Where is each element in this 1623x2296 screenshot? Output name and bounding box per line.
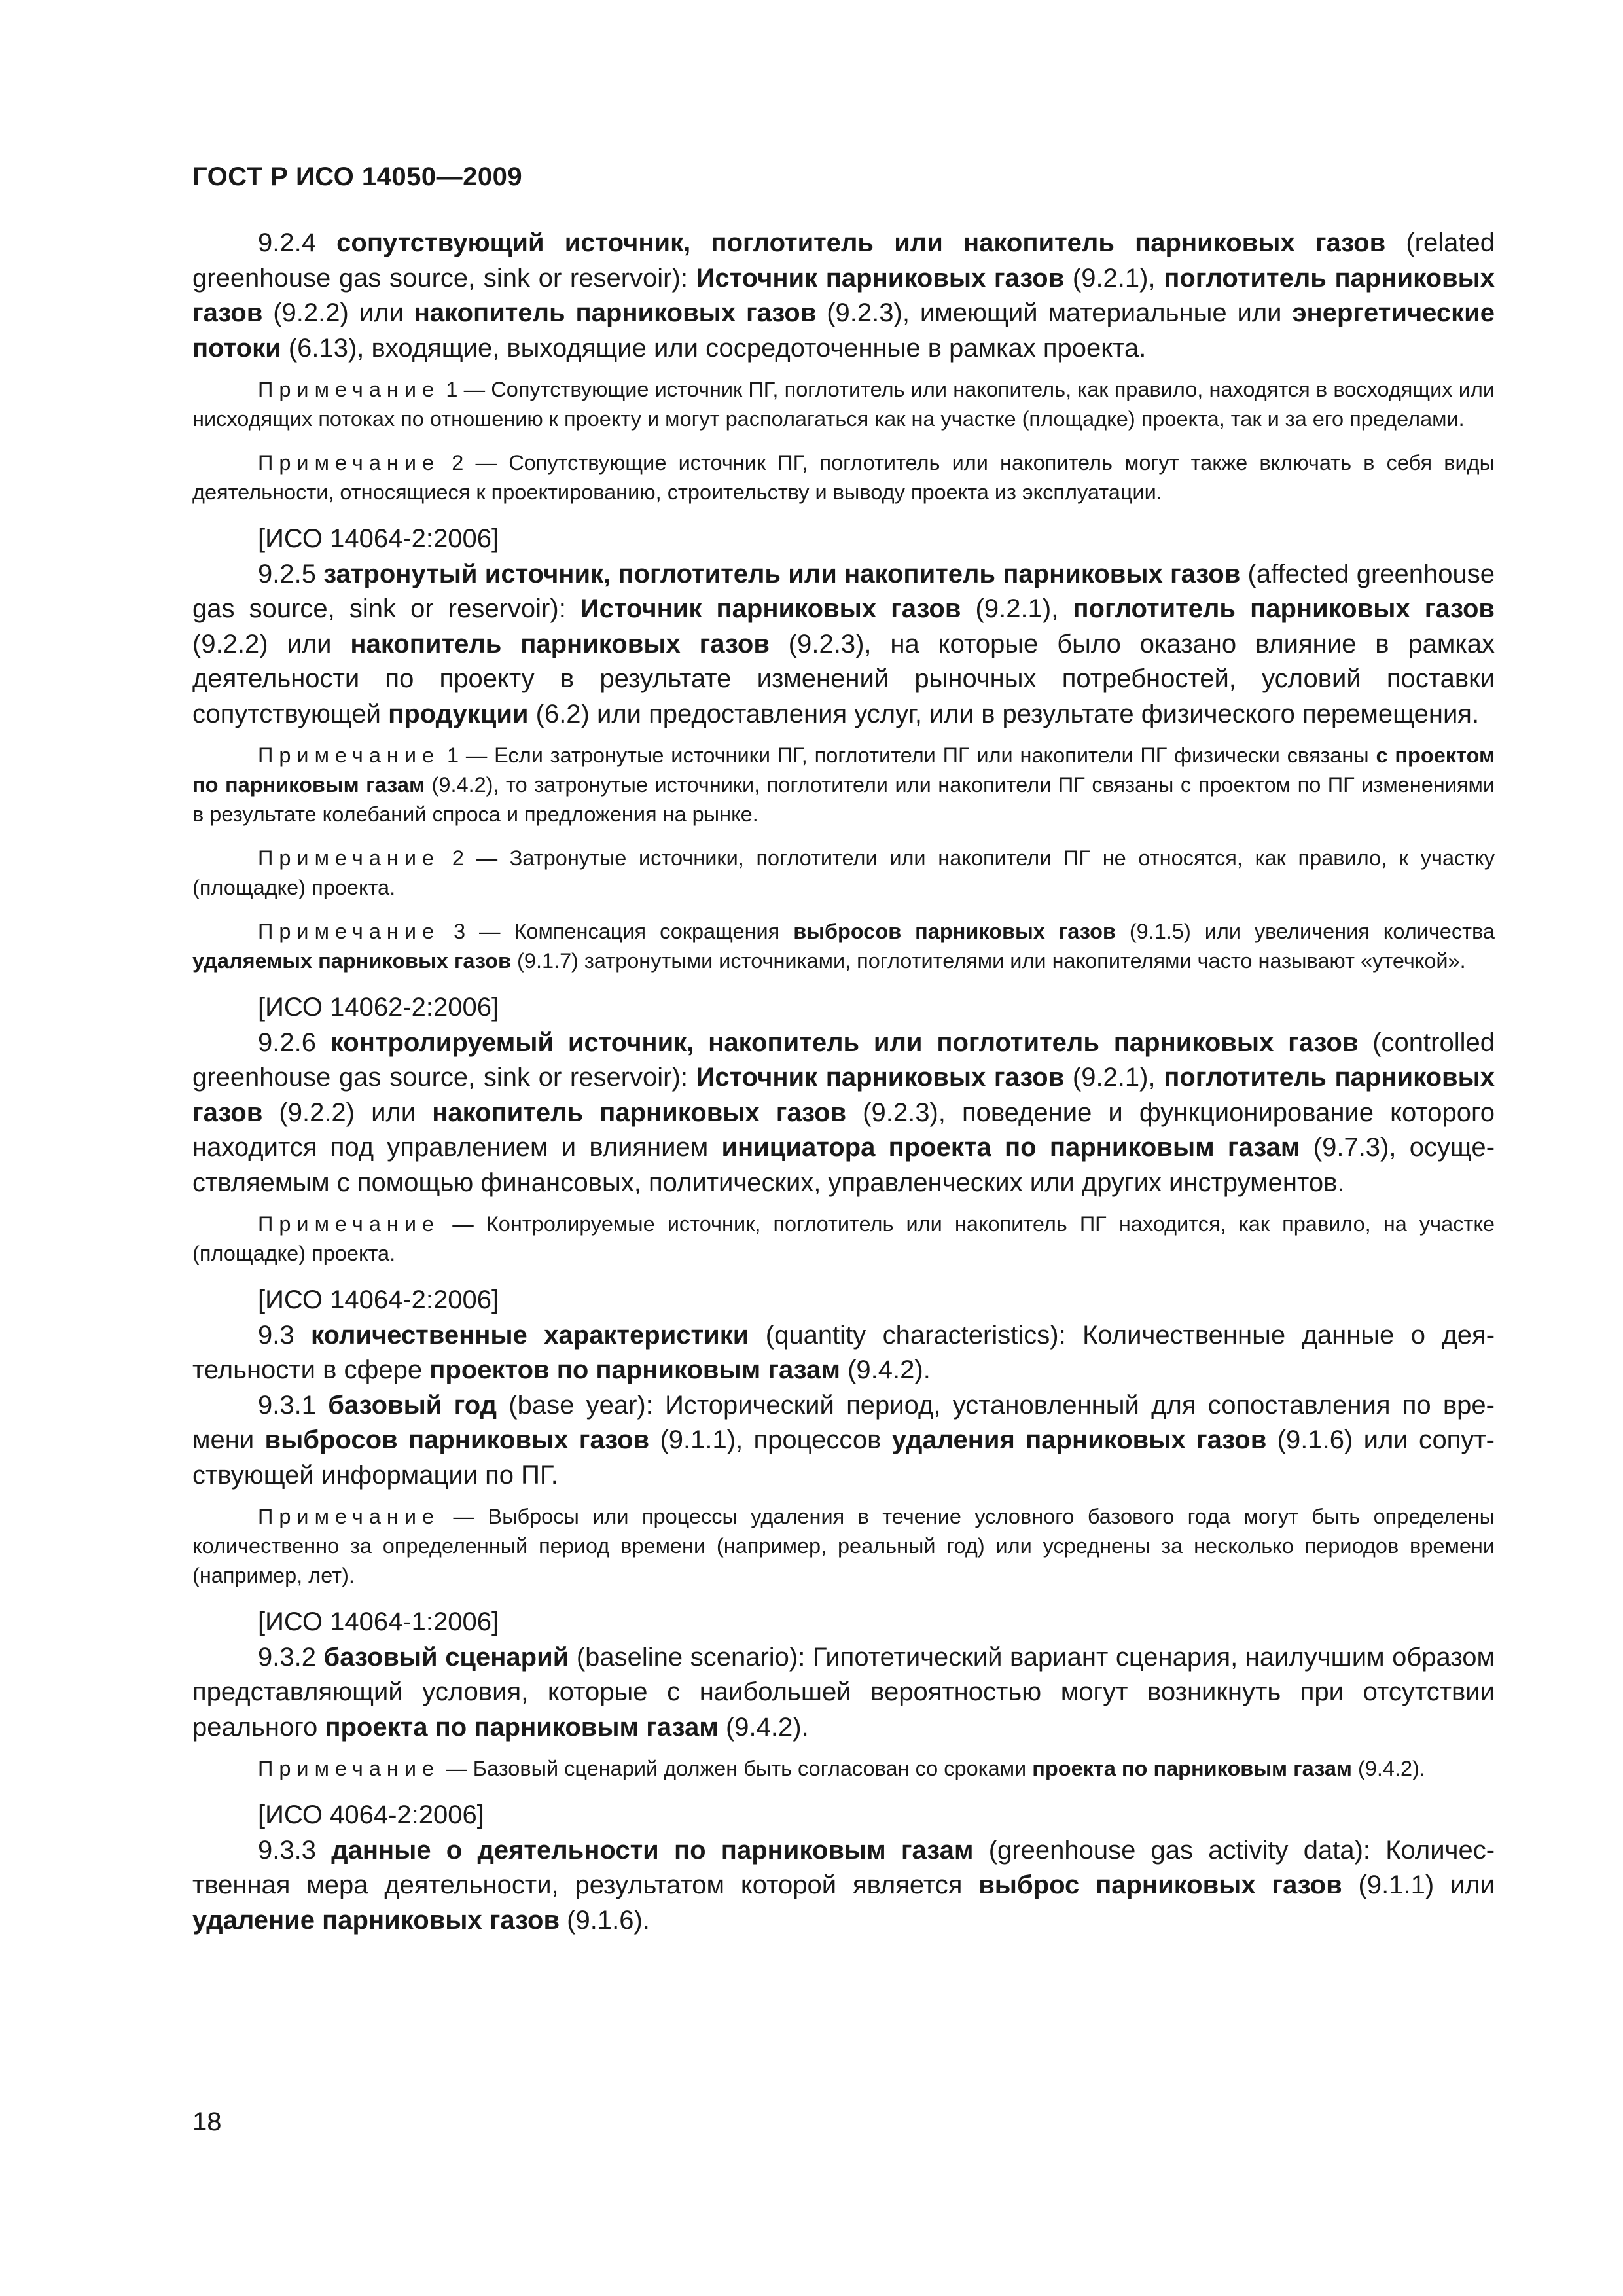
text-run: 9.3.3 <box>258 1835 332 1865</box>
text-run: 9.2.5 <box>258 559 324 588</box>
text-run: (9.4.2), то затронутые источники, поглотители или накопители ПГ связаны с проектом по ПГ изменениями в результате колебаний спроса и предложения на рынке. <box>192 773 1495 826</box>
bold-term: проектов по парниковым газам <box>429 1355 840 1384</box>
text-run: 1 — Сопутствующие источник ПГ, поглотитель или накопитель, как правило, находятся в восходящих или нисходящих потоках по отношению к проекту и могут располагаться как на участке (площадке) проекта, так и за его пределами. <box>192 378 1495 431</box>
bold-term: удаляемых парниковых газов <box>192 949 512 973</box>
term-paragraph <box>192 1640 1495 1746</box>
text-run: (9.2.2) или <box>262 298 414 327</box>
text-run: 2 — Затронутые источники, поглотители или накопители ПГ не относятся, как правило, к участку (площадке) проекта. <box>192 846 1495 899</box>
text-run: (9.1.1), процессов <box>649 1426 892 1454</box>
bold-term: накопитель парниковых газов <box>414 298 817 327</box>
text-run: (9.1.1) или <box>1342 1871 1495 1899</box>
text-run: [ИСО 14064-2:2006] <box>258 524 499 553</box>
text-run: (base year): Исторический период, установленный для сопоставления по времени <box>192 1390 1495 1454</box>
text-run: 1 — Если затронутые источники ПГ, поглотители ПГ или накопители ПГ физически связаны <box>440 744 1376 767</box>
note-label: Примечание <box>258 1505 440 1528</box>
text-run: [ИСО 4064-2:2006] <box>258 1801 484 1829</box>
text-run: (9.2.1), <box>1064 1063 1164 1092</box>
reference-line <box>192 1283 1495 1318</box>
text-run: [ИСО 14064-1:2006] <box>258 1607 499 1636</box>
bold-term: сопутствующий источник, поглотитель или накопитель парниковых газов <box>336 228 1386 257</box>
text-run: — Контролируемые источник, поглотитель или накопитель ПГ находится, как правило, на участке (площадке) проекта. <box>192 1212 1495 1265</box>
bold-term: Источник парниковых газов <box>696 1063 1065 1092</box>
note-label: Примечание <box>258 451 440 475</box>
text-run: — Базовый сценарий должен быть согласован со сроками <box>440 1757 1033 1780</box>
bold-term: Источник парниковых газов <box>696 263 1065 293</box>
text-run: (9.2.2) или <box>262 1098 433 1127</box>
text-run: (9.1.6). <box>560 1905 650 1935</box>
bold-term: затронутый источник, поглотитель или накопитель парниковых газов <box>323 559 1241 588</box>
text-run: 9.3.2 <box>258 1642 324 1672</box>
bold-term: накопитель парниковых газов <box>350 629 770 658</box>
bold-term: базовый сценарий <box>323 1642 569 1672</box>
bold-term: Источник парниковых газов <box>580 594 961 623</box>
text-run: (9.1.5) или увеличения количества <box>1115 920 1495 943</box>
reference-line <box>192 1605 1495 1640</box>
text-run: 2 — Сопутствующие источник ПГ, поглотитель или накопитель могут также включать в себя виды деятельности, относящиеся к проектированию, строительству и выводу проекта из эксплуатации. <box>192 451 1495 504</box>
bold-term: проекта по парниковым газам <box>1032 1757 1352 1780</box>
bold-term: удаление парниковых газов <box>192 1905 560 1935</box>
bold-term: энергетические потоки <box>192 298 1495 363</box>
text-run: (9.2.3), на которые было оказано влияние в рамках деятельности по проекту в результате изменений рыночных потребностей, условий поставки сопутствующей <box>192 629 1495 728</box>
bold-term: выброс парниковых газов <box>978 1871 1342 1899</box>
text-run: 9.3.1 <box>258 1390 329 1420</box>
text-run: (9.4.2). <box>718 1712 809 1742</box>
term-paragraph <box>192 1388 1495 1494</box>
text-run: (9.2.2) или <box>192 629 351 658</box>
text-run: (9.1.7) затронутыми источниками, поглотителями или накопителями часто называют «утечкой». <box>511 949 1466 973</box>
term-paragraph <box>192 1833 1495 1939</box>
note-paragraph <box>192 448 1495 507</box>
bold-term: контролируемый источник, накопитель или поглотитель парниковых газов <box>330 1028 1359 1057</box>
text-run: (quantity characteristics): Количественные данные о деятельности в сфере <box>192 1320 1495 1384</box>
text-run: (9.4.2). <box>1351 1757 1425 1780</box>
bold-term: поглотитель парниковых газов <box>192 1063 1495 1127</box>
note-paragraph <box>192 1754 1495 1784</box>
bold-term: количественные характеристики <box>311 1320 749 1350</box>
bold-term: данные о деятельности по парниковым газам <box>331 1835 974 1865</box>
text-run: 3 — Компенсация сокращения <box>440 920 794 943</box>
term-paragraph <box>192 226 1495 366</box>
page-header: ГОСТ Р ИСО 14050—2009 <box>192 162 523 191</box>
page-number: 18 <box>192 2108 222 2136</box>
text-run: [ИСО 14064-2:2006] <box>258 1285 499 1314</box>
bold-term: поглотитель парниковых газов <box>1073 594 1495 623</box>
note-label: Примечание <box>258 744 440 767</box>
text-run: — Выбросы или процессы удаления в течение условного базового года могут быть определены количественно за определенный период времени (например, реальный год) или усреднены за несколько периодов времени (например, лет). <box>192 1505 1495 1587</box>
bold-term: выбросов парниковых газов <box>793 920 1116 943</box>
note-paragraph <box>192 844 1495 903</box>
text-run: (baseline scenario): Гипотетический вариант сценария, наилучшим образом представляющий условия, которые с наибольшей вероятностью могут возникнуть при отсутствии реального <box>192 1642 1495 1742</box>
reference-line <box>192 990 1495 1026</box>
note-paragraph <box>192 741 1495 829</box>
term-paragraph <box>192 1318 1495 1388</box>
bold-term: базовый год <box>328 1390 497 1420</box>
text-run: (9.1.6) или сопутствующей информации по ПГ. <box>192 1426 1495 1490</box>
note-paragraph <box>192 375 1495 434</box>
bold-term: выбросов парниковых газов <box>264 1426 650 1454</box>
text-run: (9.2.1), <box>961 594 1073 623</box>
note-label: Примечание <box>258 1757 440 1780</box>
note-paragraph <box>192 917 1495 976</box>
note-label: Примечание <box>258 378 440 401</box>
text-run: 9.2.6 <box>258 1028 330 1057</box>
text-run: 9.2.4 <box>258 228 337 257</box>
bold-term: продукции <box>388 699 529 728</box>
text-run: (9.2.1), <box>1064 263 1164 293</box>
term-paragraph <box>192 1026 1495 1201</box>
text-run: (related greenhouse gas source, sink or reservoir): <box>192 228 1495 293</box>
note-label: Примечание <box>258 1212 440 1236</box>
note-paragraph <box>192 1210 1495 1268</box>
document-page <box>192 0 1495 2296</box>
text-run: (6.13), входящие, выходящие или сосредоточенные в рамках проекта. <box>281 333 1147 363</box>
text-run: (9.2.3), имеющий материальные или <box>816 298 1293 327</box>
document-body <box>192 226 1495 1938</box>
note-paragraph <box>192 1502 1495 1590</box>
reference-line <box>192 522 1495 557</box>
bold-term: накопитель парниковых газов <box>432 1098 847 1127</box>
text-run: (affected greenhouse gas source, sink or reservoir): <box>192 559 1495 623</box>
reference-line <box>192 1798 1495 1833</box>
text-run: [ИСО 14062-2:2006] <box>258 993 499 1022</box>
note-label: Примечание <box>258 846 440 870</box>
text-run: (9.4.2). <box>840 1355 931 1384</box>
bold-term: инициатора проекта по парниковым газам <box>721 1133 1300 1162</box>
bold-term: удаления парниковых газов <box>891 1426 1267 1454</box>
note-label: Примечание <box>258 920 440 943</box>
text-run: (greenhouse gas activity data): Количественная мера деятельности, результатом которой является <box>192 1835 1495 1899</box>
text-run: (6.2) или предоставления услуг, или в результате физического перемещения. <box>528 699 1480 728</box>
bold-term: с проектом по парниковым газам <box>192 744 1495 797</box>
term-paragraph <box>192 557 1495 732</box>
bold-term: проекта по парниковым газам <box>325 1712 719 1742</box>
text-run: 9.3 <box>258 1320 312 1350</box>
text-run: (9.7.3), осуществляемым с помощью финансовых, политических, управленческих или других инструментов. <box>192 1133 1495 1197</box>
text-run: (controlled greenhouse gas source, sink or reservoir): <box>192 1028 1495 1092</box>
text-run: (9.2.3), поведение и функционирование которого находится под управлением и влиянием <box>192 1098 1495 1162</box>
bold-term: поглотитель парниковых газов <box>192 263 1495 327</box>
